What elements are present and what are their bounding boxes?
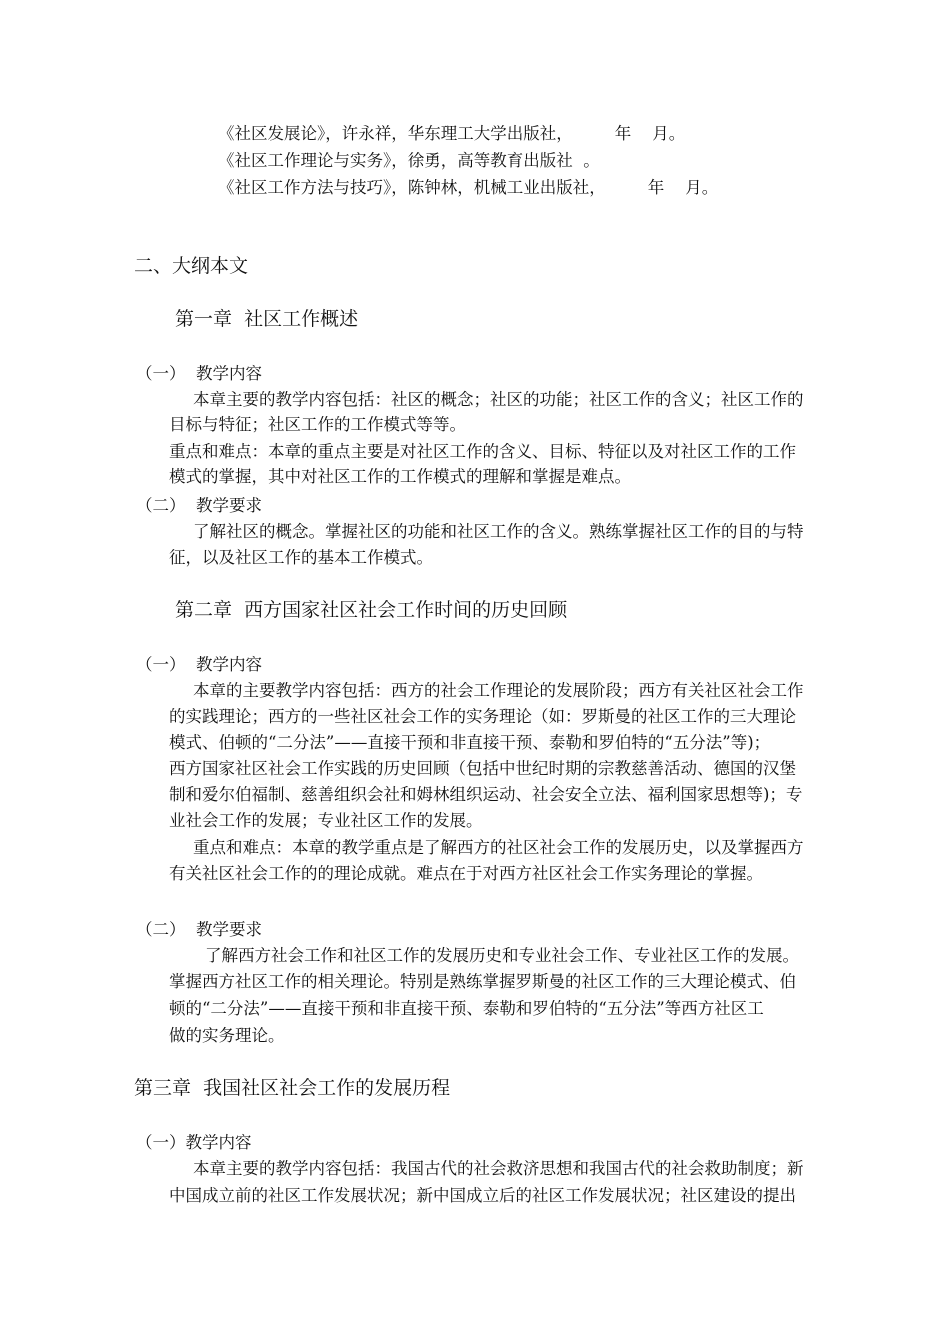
requirement-heading: （二） 教学要求 [136, 496, 262, 515]
paragraph-line: 了解社区的概念。掌握社区的功能和社区工作的含义。熟练掌握社区工作的目的与特 [193, 522, 804, 541]
chapter-title: 第三章 我国社区社会工作的发展历程 [134, 1077, 451, 1099]
content-heading: （一） 教学内容 [136, 364, 262, 383]
paragraph-line: 本章主要的教学内容包括：我国古代的社会救济思想和我国古代的社会救助制度；新 [193, 1159, 804, 1178]
content-heading: （一） 教学内容 [136, 655, 262, 674]
paragraph-line: 征，以及社区工作的基本工作模式。 [169, 548, 433, 567]
reference-item: 《社区发展论》，许永祥，华东理工大学出版社， 年 月。 [218, 124, 686, 143]
paragraph-line: 业社会工作的发展；专业社区工作的发展。 [169, 811, 483, 830]
paragraph-line: 重点和难点：本章的重点主要是对社区工作的含义、目标、特征以及对社区工作的工作 [169, 442, 796, 461]
paragraph-line: 有关社区社会工作的的理论成就。难点在于对西方社区社会工作实务理论的掌握。 [169, 864, 763, 883]
chapter-title: 第二章 西方国家社区社会工作时间的历史回顾 [175, 599, 568, 621]
paragraph-line: 本章的主要教学内容包括：西方的社会工作理论的发展阶段；西方有关社区社会工作 [193, 681, 804, 700]
paragraph-line: 中国成立前的社区工作发展状况；新中国成立后的社区工作发展状况；社区建设的提出 [169, 1186, 796, 1205]
paragraph-line: 本章主要的教学内容包括：社区的概念；社区的功能；社区工作的含义；社区工作的 [193, 390, 804, 409]
section-title: 二、大纲本文 [134, 255, 249, 277]
requirement-heading: （二） 教学要求 [136, 920, 262, 939]
paragraph-line: 重点和难点：本章的教学重点是了解西方的社区社会工作的发展历史，以及掌握西方 [193, 838, 804, 857]
chapter-title: 第一章 社区工作概述 [175, 308, 359, 330]
content-heading: （一）教学内容 [136, 1133, 252, 1152]
paragraph-line: 了解西方社会工作和社区工作的发展历史和专业社会工作、专业社区工作的发展。 [205, 946, 799, 965]
reference-item: 《社区工作理论与实务》，徐勇，高等教育出版社 。 [218, 151, 600, 170]
paragraph-line: 的实践理论；西方的一些社区社会工作的实务理论（如：罗斯曼的社区工作的三大理论 [169, 707, 796, 726]
paragraph-line: 目标与特征；社区工作的工作模式等等。 [169, 415, 466, 434]
paragraph-line: 模式的掌握，其中对社区工作的工作模式的理解和掌握是难点。 [169, 467, 631, 486]
paragraph-line: 制和爱尔伯福制、慈善组织会社和姆林组织运动、社会安全立法、福利国家思想等)；专 [169, 785, 803, 804]
paragraph-line: 掌握西方社区工作的相关理论。特别是熟练掌握罗斯曼的社区工作的三大理论模式、伯 [169, 972, 796, 991]
paragraph-line: 做的实务理论。 [169, 1026, 285, 1045]
paragraph-line: 西方国家社区社会工作实践的历史回顾（包括中世纪时期的宗教慈善活动、德国的汉堡 [169, 759, 796, 778]
paragraph-line: 顿的“二分法”——直接干预和非直接干预、泰勒和罗伯特的“五分法”等西方社区工 [169, 999, 764, 1018]
reference-item: 《社区工作方法与技巧》，陈钟林，机械工业出版社， 年 月。 [218, 178, 719, 197]
paragraph-line: 模式、伯顿的“二分法”——直接干预和非直接干预、泰勒和罗伯特的“五分法”等)； [169, 733, 771, 752]
